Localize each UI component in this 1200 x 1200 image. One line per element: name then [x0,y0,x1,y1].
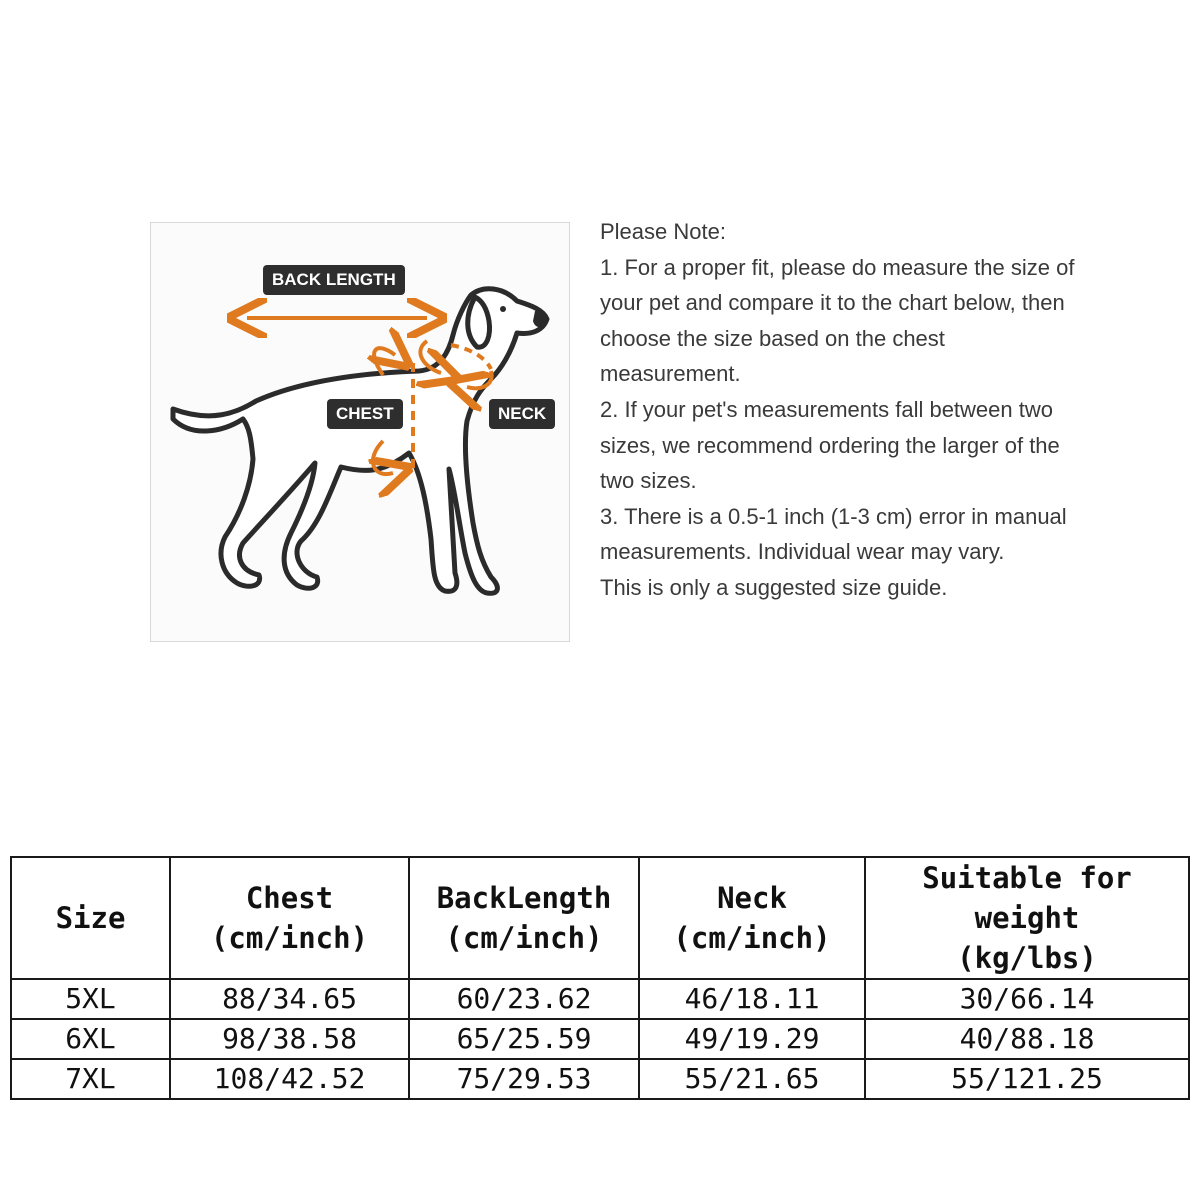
table-row [11,1059,1189,1099]
note-item: 1. For a proper fit, please do measure the size of your pet and compare it to the chart below, then choose the size based on the chest measurement. [600,254,1075,387]
back-length-label: BACK LENGTH [263,265,405,295]
cell-chest: 88/34.65 [170,979,409,1019]
cell-weight: 55/121.25 [865,1059,1189,1099]
table-row [11,979,1189,1019]
chest-label: CHEST [327,399,403,429]
note-item: This is only a suggested size guide. [600,574,948,600]
cell-chest: 98/38.58 [170,1019,409,1059]
header-weight: Suitable for weight (kg/lbs) [865,857,1189,979]
neck-label: NECK [489,399,555,429]
note-item: 3. There is a 0.5-1 inch (1-3 cm) error in manual measurements. Individual wear may vary. [600,503,1067,565]
cell-weight: 30/66.14 [865,979,1189,1019]
header-back-length: BackLength (cm/inch) [409,857,639,979]
header-neck: Neck (cm/inch) [639,857,865,979]
cell-back-length: 75/29.53 [409,1059,639,1099]
cell-size: 5XL [11,979,170,1019]
notes-section [600,214,1080,606]
cell-weight: 40/88.18 [865,1019,1189,1059]
dog-eye [500,306,506,312]
cell-size: 6XL [11,1019,170,1059]
cell-neck: 46/18.11 [639,979,865,1019]
table-row [11,1019,1189,1059]
notes-title: Please Note: [600,219,726,244]
cell-back-length: 65/25.59 [409,1019,639,1059]
size-chart-table [10,856,1190,1100]
cell-neck: 49/19.29 [639,1019,865,1059]
table-header-row [11,857,1189,979]
header-chest: Chest (cm/inch) [170,857,409,979]
header-size: Size [11,857,170,979]
cell-size: 7XL [11,1059,170,1099]
cell-back-length: 60/23.62 [409,979,639,1019]
cell-chest: 108/42.52 [170,1059,409,1099]
note-item: 2. If your pet's measurements fall between two sizes, we recommend ordering the larger of the two sizes. [600,396,1060,494]
cell-neck: 55/21.65 [639,1059,865,1099]
measurement-diagram [150,222,570,642]
